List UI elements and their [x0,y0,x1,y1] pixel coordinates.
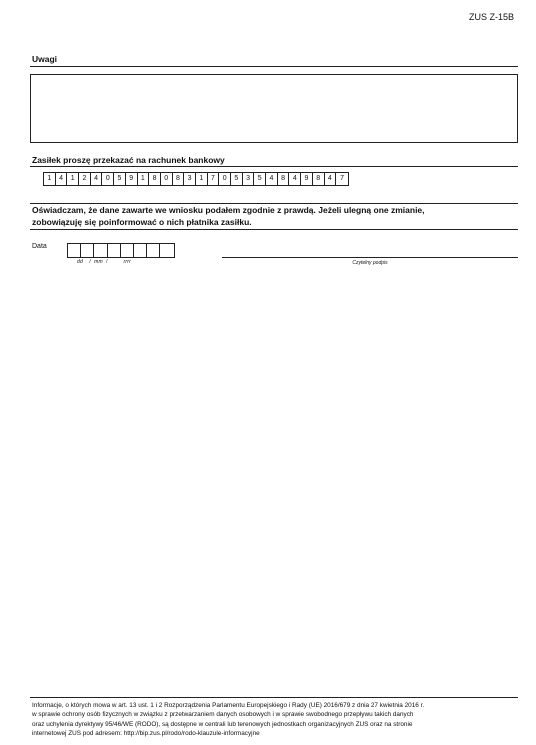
declaration-bottom-divider [30,229,518,230]
bank-account-title: Zasiłek proszę przekazać na rachunek bankowy [32,155,225,165]
account-digit-cell[interactable]: 1 [196,173,208,185]
account-digit-cell[interactable]: 3 [184,173,196,185]
declaration-text [32,205,512,228]
form-code: ZUS Z-15B [468,12,514,22]
account-digit-cell[interactable]: 8 [149,173,161,185]
account-digit-cell[interactable]: 4 [91,173,103,185]
date-field[interactable] [67,243,175,258]
date-digit-box[interactable] [81,244,94,257]
footer-divider [30,697,518,698]
account-digit-cell[interactable]: 7 [340,175,344,182]
account-digit-cell[interactable]: 8 [173,173,185,185]
bank-account-number[interactable] [43,172,349,186]
account-digit-cell[interactable]: 0 [219,173,231,185]
account-digit-cell[interactable]: 5 [231,173,243,185]
account-digit-cell[interactable]: 8 [313,173,325,185]
signature-label: Czytelny podpis [352,260,388,266]
signature-line[interactable] [222,257,518,258]
account-digit-cell[interactable]: 7 [208,173,220,185]
account-digit-cell[interactable]: 0 [102,173,114,185]
date-digit-box[interactable] [147,244,160,257]
account-digit-cell[interactable]: 5 [254,173,266,185]
declaration-top-divider [30,203,518,204]
date-digit-box[interactable] [160,244,173,257]
account-digit-cell[interactable]: 8 [278,173,290,185]
account-digit-cell[interactable]: 9 [301,173,313,185]
declaration-line-1: Oświadczam, że dane zawarte we wniosku podałem zgodnie z prawdą. Jeżeli ulegną one zmianie, [32,205,425,215]
footer-line-1: Informacje, o których mowa w art. 13 ust. 1 i 2 Rozporządzenia Parlamentu Europejskiego i Rady (UE) 2016/679 z dnia 27 kwietnia 2016 r. [32,702,425,709]
date-digit-box[interactable] [108,244,121,257]
account-digit-cell[interactable]: 2 [79,173,91,185]
date-format-hint: dd / mm / rrrr [77,259,131,265]
account-digit-cell[interactable]: 4 [289,173,301,185]
date-digit-box[interactable] [68,244,81,257]
account-digit-cell[interactable]: 1 [138,173,150,185]
account-digit-cell[interactable]: 1 [44,173,56,185]
declaration-line-2: zobowiązuję się poinformować o nich płatnika zasiłku. [32,216,252,227]
date-digit-box[interactable] [134,244,147,257]
gdpr-footer [32,701,512,738]
account-digit-cell[interactable]: 4 [56,173,68,185]
account-digit-cell[interactable]: 5 [114,173,126,185]
date-digit-box[interactable] [94,244,107,257]
date-label: Data [32,243,47,250]
notes-divider [30,66,518,67]
account-digit-cell[interactable]: 0 [161,173,173,185]
footer-line-3: oraz uchylenia dyrektywy 95/46/WE (RODO), są dostępne w centrali lub terenowych jednostkach organizacyjnych ZUS oraz na stronie [32,720,413,728]
account-digit-cell[interactable]: 1 [67,173,79,185]
date-digit-box[interactable] [121,244,134,257]
account-digit-cell[interactable]: 3 [243,173,255,185]
bank-account-divider [30,166,518,167]
notes-title: Uwagi [32,54,58,64]
account-digit-cell[interactable]: 9 [126,173,138,185]
account-digit-cell[interactable]: 4 [325,173,337,185]
notes-field[interactable] [30,74,518,143]
footer-line-2: w sprawie ochrony osób fizycznych w związku z przetwarzaniem danych osobowych i w sprawie swobodnego przepływu takich danych [32,711,414,719]
account-digit-cell[interactable]: 4 [266,173,278,185]
footer-line-4: internetowej ZUS pod adresem: http://bip.zus.pl/rodo/rodo-klauzule-informacyjne [32,729,260,737]
